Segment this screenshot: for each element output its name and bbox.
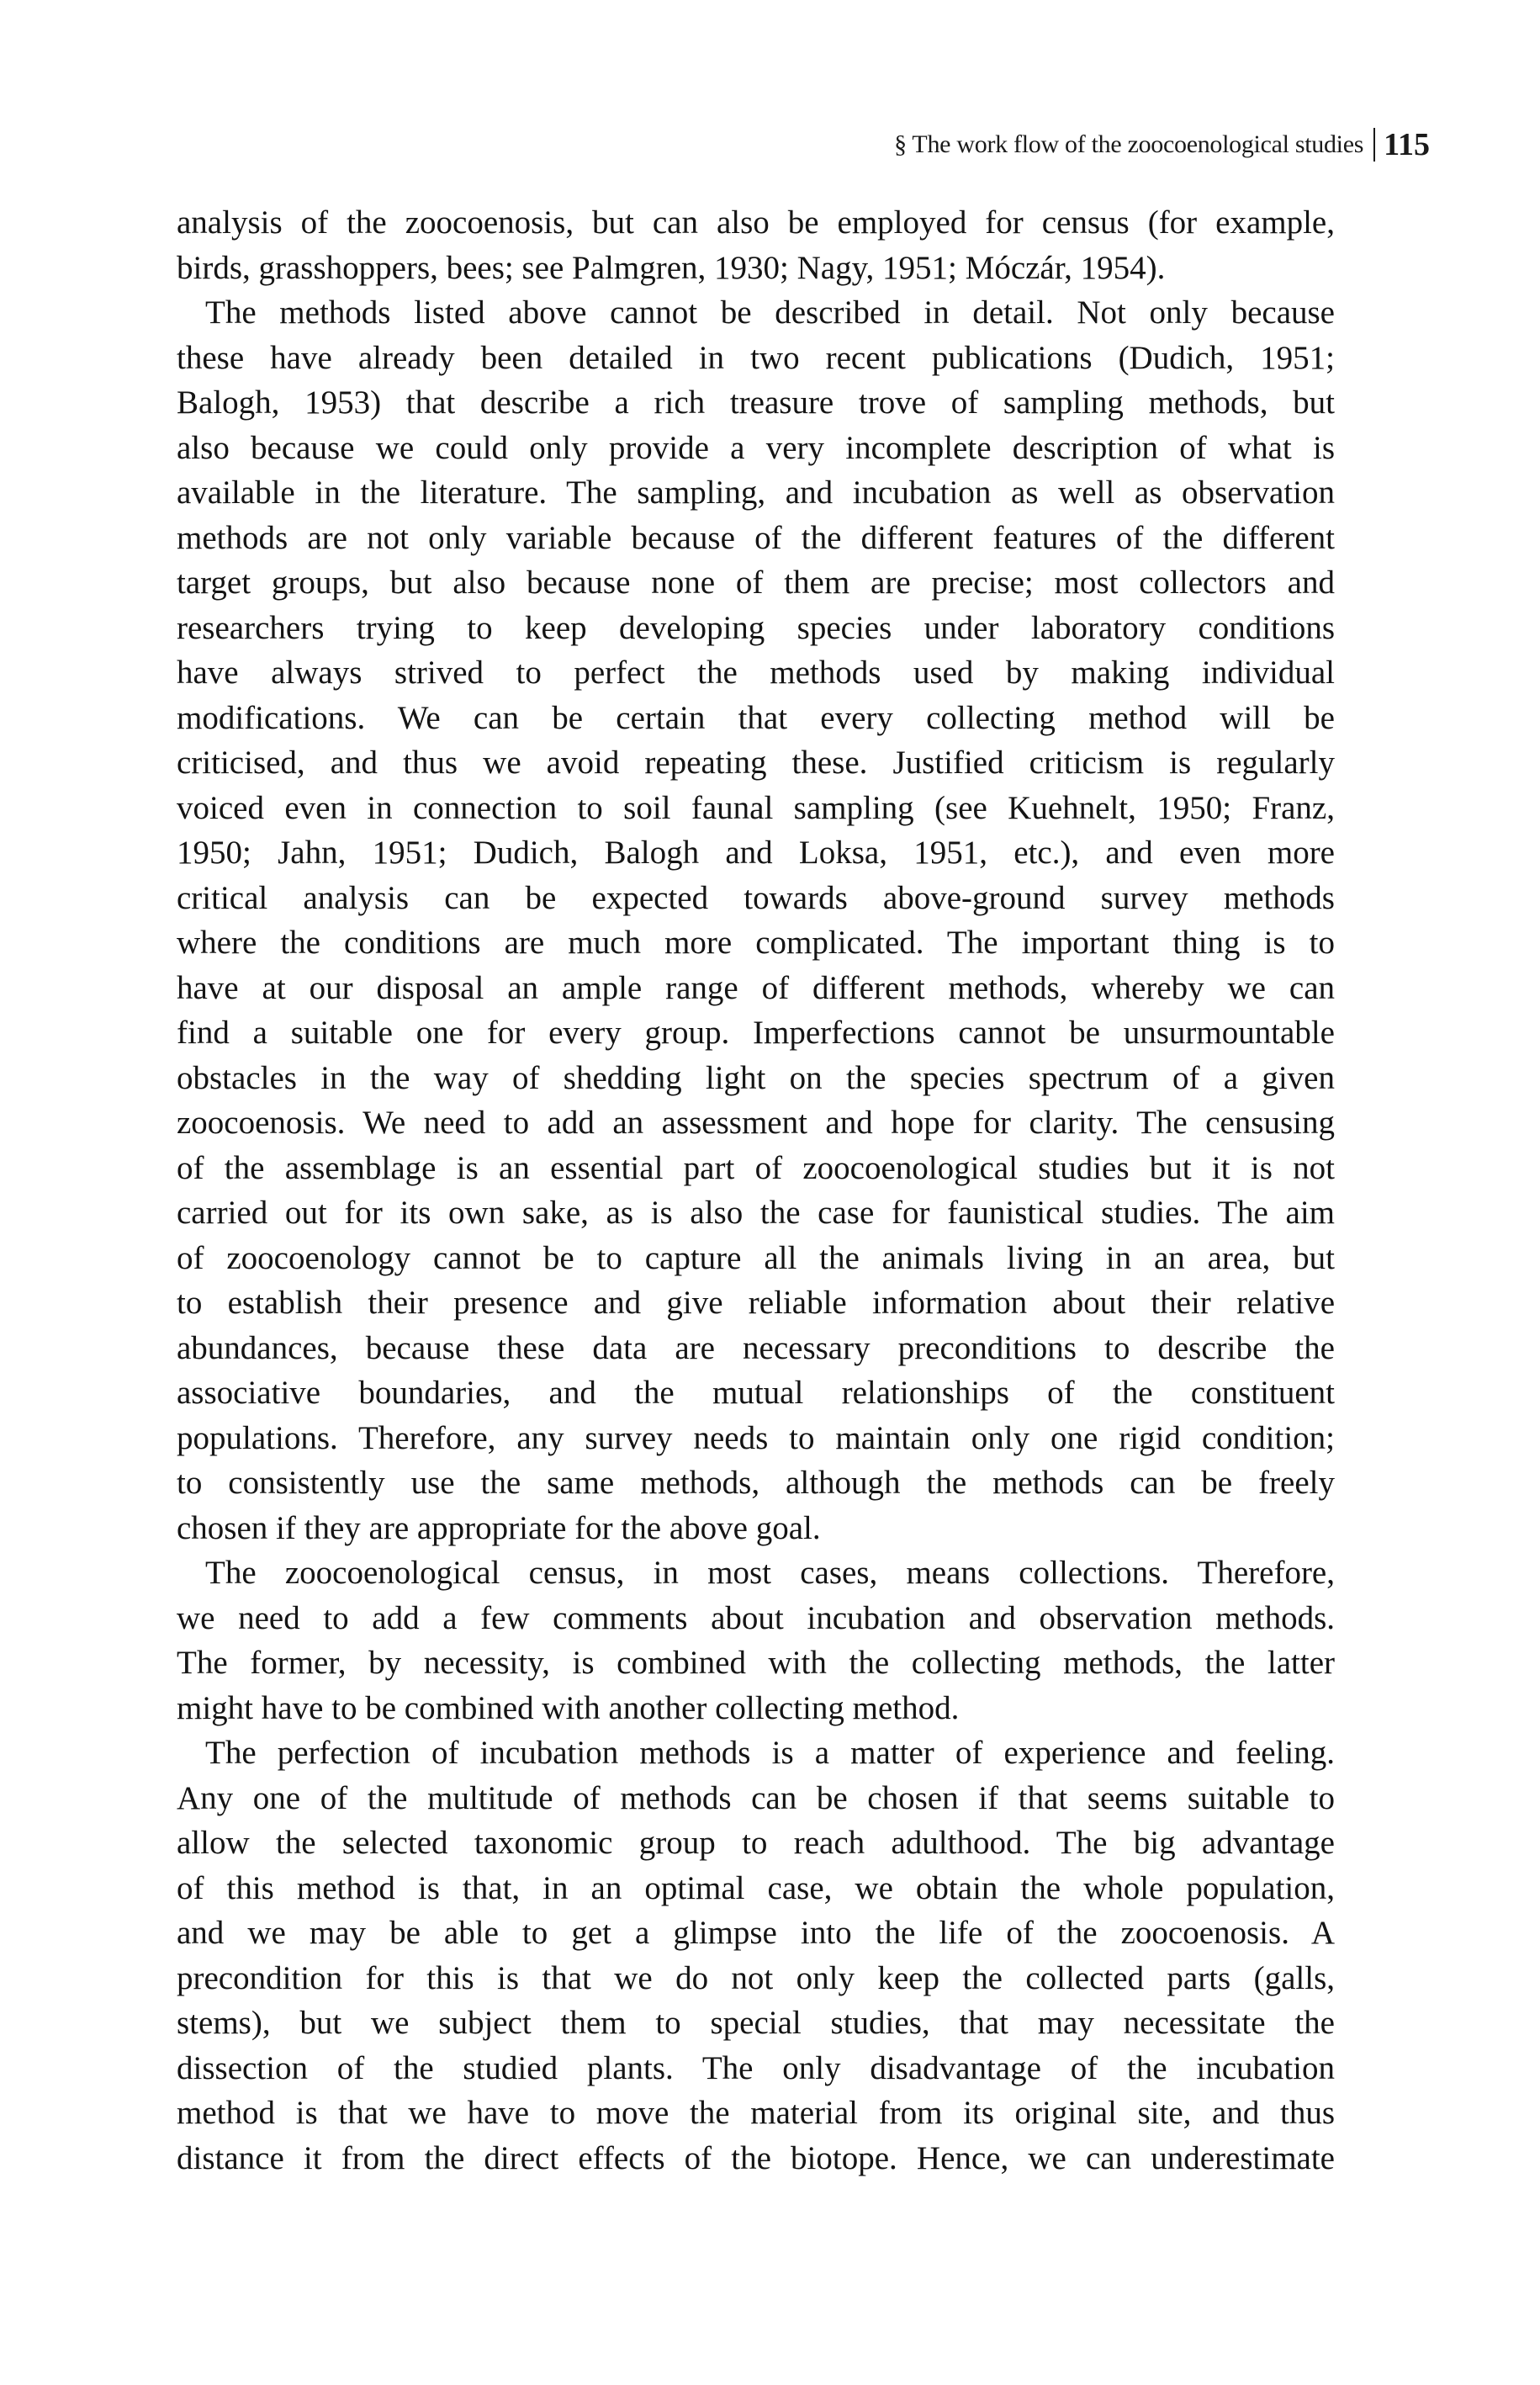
text-line: The methods listed above cannot be described in detail. Not only because (205, 294, 1335, 331)
text-line: methods are not only variable because of the different features of the different (177, 519, 1335, 556)
text-line: modifications. We can be certain that every collecting method will be (177, 699, 1335, 736)
text-line: carried out for its own sake, as is also the case for faunistical studies. The aim (177, 1195, 1335, 1231)
text-line: dissection of the studied plants. The only disadvantage of the incubation (177, 2049, 1335, 2086)
running-header (894, 126, 1430, 163)
text-line: criticised, and thus we avoid repeating these. Justified criticism is regularly (177, 745, 1335, 781)
text-line: precondition for this is that we do not only keep the collected parts (galls, (177, 1959, 1335, 1996)
text-line: where the conditions are much more complicated. The important thing is to (177, 925, 1335, 961)
text-line: we need to add a few comments about incubation and observation methods. (177, 1599, 1335, 1636)
text-line: populations. Therefore, any survey needs to maintain only one rigid condition; (177, 1419, 1335, 1456)
text-line: method is that we have to move the material from its original site, and thus (177, 2095, 1335, 2131)
text-line: critical analysis can be expected towards above-ground survey methods (177, 879, 1335, 916)
text-line: zoocoenosis. We need to add an assessment and hope for clarity. The censusing (177, 1105, 1335, 1141)
text-line: stems), but we subject them to special studies, that may necessitate the (177, 2005, 1335, 2041)
text-line: of zoocoenology cannot be to capture all the animals living in an area, but (177, 1239, 1335, 1276)
text-line: of the assemblage is an essential part of zoocoenological studies but it is not (177, 1149, 1335, 1186)
text-line: these have already been detailed in two recent publications (Dudich, 1951; (177, 339, 1335, 376)
text-line: abundances, because these data are necessary preconditions to describe the (177, 1329, 1335, 1366)
section-title: § The work flow of the zoocoenological studies (894, 130, 1364, 158)
body-text (177, 200, 1335, 2181)
text-line: associative boundaries, and the mutual relationships of the constituent (177, 1375, 1335, 1411)
text-line: have always strived to perfect the methods used by making individual (177, 655, 1335, 691)
text-line: and we may be able to get a glimpse into the life of the zoocoenosis. A (177, 1915, 1335, 1951)
text-line: 1950; Jahn, 1951; Dudich, Balogh and Loksa, 1951, etc.), and even more (177, 835, 1335, 871)
text-line: The perfection of incubation methods is a matter of experience and feeling. (205, 1735, 1335, 1771)
text-line: of this method is that, in an optimal case, we obtain the whole population, (177, 1869, 1335, 1906)
text-line: have at our disposal an ample range of different methods, whereby we can (177, 969, 1335, 1006)
text-line: target groups, but also because none of them are precise; most collectors and (177, 564, 1335, 601)
text-line: find a suitable one for every group. Imperfections cannot be unsurmountable (177, 1015, 1335, 1051)
header-divider (1373, 128, 1375, 162)
text-line: The former, by necessity, is combined with the collecting methods, the latter (177, 1645, 1335, 1681)
text-line: allow the selected taxonomic group to reach adulthood. The big advantage (177, 1825, 1335, 1861)
text-line: Balogh, 1953) that describe a rich treasure trove of sampling methods, but (177, 384, 1335, 421)
text-line: available in the literature. The sampling, and incubation as well as observation (177, 474, 1335, 511)
text-line: obstacles in the way of shedding light on the species spectrum of a given (177, 1059, 1335, 1096)
page-number: 115 (1384, 127, 1430, 162)
text-line: also because we could only provide a very incomplete description of what is (177, 429, 1335, 466)
text-line: analysis of the zoocoenosis, but can also be employed for census (for example, (177, 204, 1335, 241)
text-line: voiced even in connection to soil faunal sampling (see Kuehnelt, 1950; Franz, (177, 789, 1335, 826)
text-line: might have to be combined with another collecting method. (177, 1689, 960, 1726)
text-line: to establish their presence and give reliable information about their relative (177, 1285, 1335, 1321)
text-line: The zoocoenological census, in most cases, means collections. Therefore, (205, 1555, 1335, 1591)
text-line: researchers trying to keep developing species under laboratory conditions (177, 609, 1335, 646)
text-line: Any one of the multitude of methods can be chosen if that seems suitable to (177, 1779, 1335, 1816)
text-line: chosen if they are appropriate for the above goal. (177, 1509, 821, 1546)
text-line: distance it from the direct effects of the biotope. Hence, we can underestimate (177, 2139, 1335, 2176)
text-line: birds, grasshoppers, bees; see Palmgren, 1930; Nagy, 1951; Móczár, 1954). (177, 249, 1166, 286)
text-line: to consistently use the same methods, although the methods can be freely (177, 1465, 1335, 1501)
